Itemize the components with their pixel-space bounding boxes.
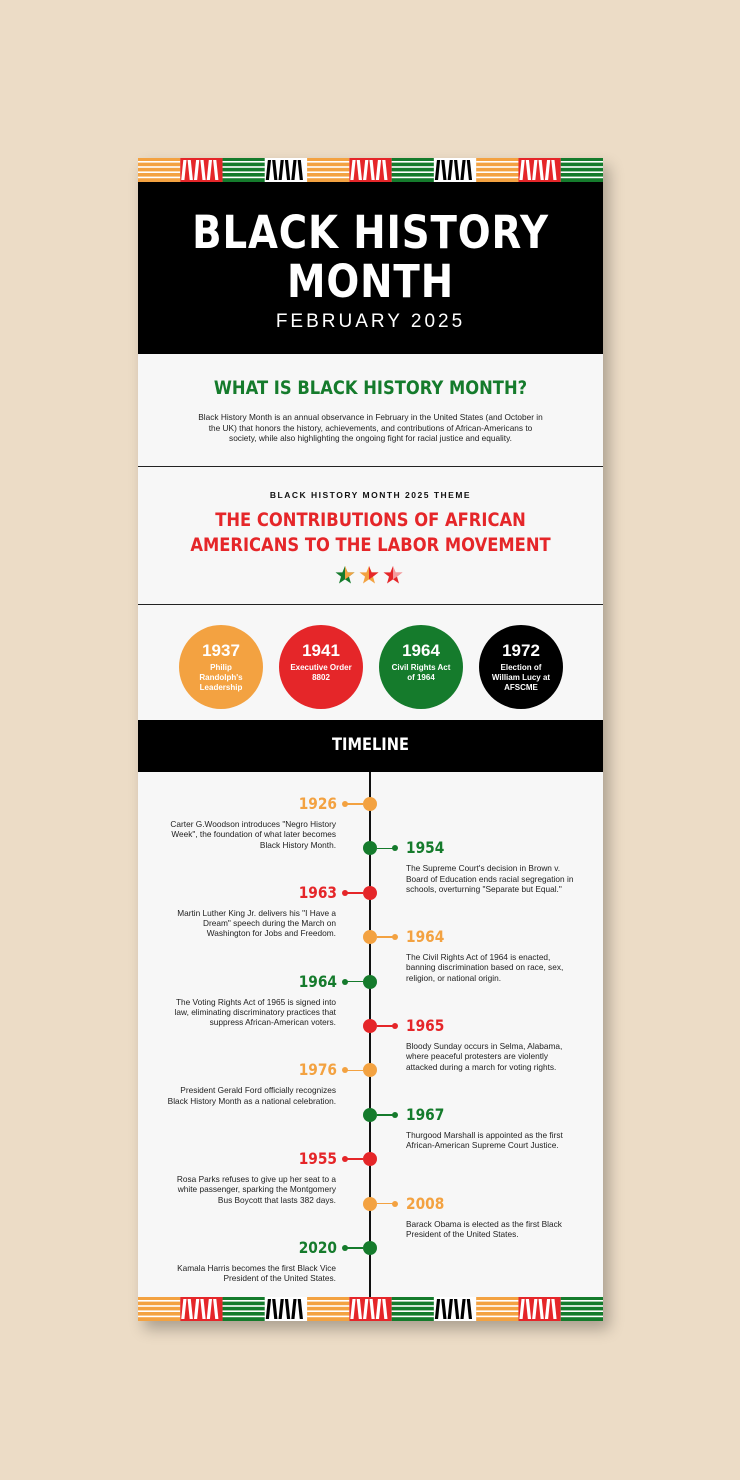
timeline-description: Kamala Harris becomes the first Black Vice President of the United States. <box>177 1263 336 1284</box>
what-is-section <box>138 354 603 467</box>
timeline-node <box>363 1063 377 1077</box>
divider <box>138 466 603 467</box>
timeline-year: 1926 <box>298 794 337 813</box>
timeline-dot <box>392 1023 398 1029</box>
timeline-node <box>363 797 377 811</box>
timeline-description: Barack Obama is elected as the first Black President of the United States. <box>406 1218 562 1239</box>
star-icon-green <box>336 566 355 584</box>
timeline-dot <box>342 1067 348 1073</box>
highlight-caption: Philip Randolph's Leadership <box>199 663 243 692</box>
timeline-node <box>363 1241 377 1255</box>
timeline-description: President Gerald Ford officially recognizes Black History Month as a national celebration. <box>167 1085 336 1106</box>
timeline-node <box>363 1197 377 1211</box>
timeline-year: 1965 <box>406 1016 445 1035</box>
infographic-card <box>138 158 603 1321</box>
star-icon-red <box>384 566 403 584</box>
highlight-caption: Executive Order 8802 <box>290 663 352 682</box>
timeline-node <box>363 1108 377 1122</box>
what-is-body: Black History Month is an annual observance in February in the United States (and October in the UK) that honors the history, achievements, and contributions of African-Americans to society, while also highlighting the ongoing fight for racial justice and equality. <box>198 412 543 443</box>
timeline-year: 1963 <box>298 882 337 902</box>
timeline-dot <box>392 1112 398 1118</box>
header-banner <box>138 182 603 354</box>
timeline-description: Thurgood Marshall is appointed as the first African-American Supreme Court Justice. <box>406 1129 563 1151</box>
timeline-year: 1967 <box>406 1104 445 1124</box>
stars-decoration <box>334 564 408 586</box>
timeline-dot <box>342 1156 348 1162</box>
timeline-year: 1954 <box>406 838 445 858</box>
timeline-dot <box>342 1245 348 1251</box>
timeline-description: The Supreme Court's decision in Brown v. Board of Education ends racial segregation in schools, overturning "Separate but Equal." <box>406 863 574 894</box>
theme-label: BLACK HISTORY MONTH 2025 THEME <box>269 490 472 500</box>
timeline-description: The Voting Rights Act of 1965 is signed into law, eliminating discriminatory practices that suppress African-American voters. <box>174 996 336 1028</box>
highlight-caption: Election of William Lucy at AFSCME <box>491 663 551 692</box>
timeline-year: 2008 <box>406 1193 445 1213</box>
timeline-dot <box>342 979 348 985</box>
highlight-year: 1941 <box>302 641 340 660</box>
timeline-year: 1964 <box>298 971 337 991</box>
highlight-circle <box>379 625 463 709</box>
timeline-dot <box>392 1201 398 1207</box>
timeline-dot <box>392 845 398 851</box>
what-is-heading: WHAT IS BLACK HISTORY MONTH? <box>213 377 528 399</box>
star-icon-orange <box>360 566 379 584</box>
kente-pattern-bottom <box>138 1297 603 1321</box>
timeline-year: 1964 <box>406 927 445 947</box>
timeline-title: TIMELINE <box>332 735 409 755</box>
page-title: BLACK HISTORY MONTH <box>192 206 549 308</box>
highlight-circle <box>279 625 363 709</box>
timeline-description: Martin Luther King Jr. delivers his "I Have a Dream" speech during the March on Washington for Jobs and Freedom. <box>177 907 336 939</box>
timeline-year: 1976 <box>298 1060 337 1080</box>
timeline-year: 1955 <box>298 1149 337 1169</box>
highlight-year: 1937 <box>202 641 240 660</box>
timeline-year: 2020 <box>298 1238 337 1257</box>
timeline-node <box>363 975 377 989</box>
timeline-node <box>363 1019 377 1033</box>
timeline-description: The Civil Rights Act of 1964 is enacted, banning discrimination based on race, sex, religion, or national origin. <box>406 952 564 983</box>
kente-pattern-top <box>138 158 603 182</box>
timeline-dot <box>392 934 398 940</box>
timeline-node <box>363 841 377 855</box>
timeline-description: Carter G.Woodson introduces "Negro History Week", the foundation of what later becomes Black History Month. <box>170 819 336 850</box>
highlight-caption: Civil Rights Act of 1964 <box>391 663 451 682</box>
highlight-year: 1964 <box>402 641 440 660</box>
highlight-circle <box>179 625 263 709</box>
timeline-description: Rosa Parks refuses to give up her seat to a white passenger, sparking the Montgomery Bus Boycott that lasts 382 days. <box>176 1174 336 1205</box>
highlight-year: 1972 <box>502 641 540 660</box>
highlight-circle <box>479 625 563 709</box>
timeline-node <box>363 930 377 944</box>
divider <box>138 604 603 605</box>
timeline-dot <box>342 890 348 896</box>
timeline-node <box>363 886 377 900</box>
timeline-node <box>363 1152 377 1166</box>
timeline-banner <box>138 720 603 772</box>
page-subtitle: FEBRUARY 2025 <box>275 311 466 332</box>
theme-title: THE CONTRIBUTIONS OF AFRICAN AMERICANS TO THE LABOR MOVEMENT <box>190 509 551 556</box>
timeline-dot <box>342 801 348 807</box>
timeline-description: Bloody Sunday occurs in Selma, Alabama, where peaceful protesters are violently attacked during a march for voting rights. <box>406 1041 563 1072</box>
